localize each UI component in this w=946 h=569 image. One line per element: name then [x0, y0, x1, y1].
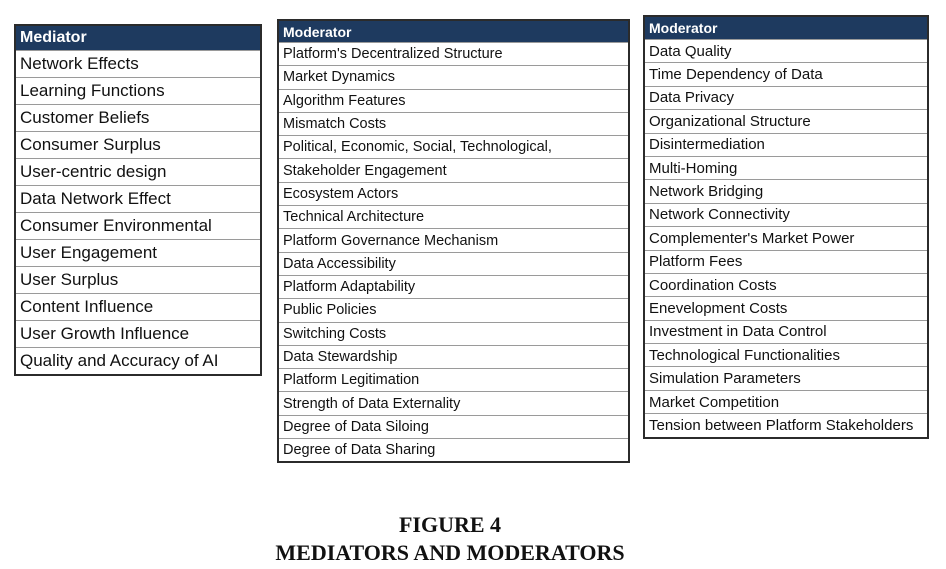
moderator-table-1-row: Ecosystem Actors: [279, 182, 628, 205]
moderator-table-2-row: Time Dependency of Data: [645, 62, 927, 85]
moderator-table-1-row: Platform Legitimation: [279, 368, 628, 391]
mediator-table: [14, 24, 262, 376]
moderator-table-1-row: Market Dynamics: [279, 65, 628, 88]
moderator-table-1-row: Degree of Data Sharing: [279, 438, 628, 461]
figure-title: MEDIATORS AND MODERATORS: [275, 540, 625, 565]
moderator-table-2-row: Network Bridging: [645, 179, 927, 202]
mediator-table-header: Mediator: [16, 26, 260, 50]
mediator-table-row: Consumer Surplus: [16, 131, 260, 158]
mediator-table-row: User-centric design: [16, 158, 260, 185]
moderator-table-1-row: Stakeholder Engagement: [279, 158, 628, 181]
mediator-table-row: User Growth Influence: [16, 320, 260, 347]
mediator-table-row: Quality and Accuracy of AI: [16, 347, 260, 374]
moderator-table-1-row: Switching Costs: [279, 322, 628, 345]
moderator-table-2-row: Multi-Homing: [645, 156, 927, 179]
moderator-table-1-row: Platform Adaptability: [279, 275, 628, 298]
moderator-table-1-row: Data Stewardship: [279, 345, 628, 368]
moderator-table-1-row: Platform's Decentralized Structure: [279, 42, 628, 65]
mediator-table-row: User Engagement: [16, 239, 260, 266]
moderator-table-1-row: Political, Economic, Social, Technological,: [279, 135, 628, 158]
moderator-table-1: [277, 19, 630, 463]
moderator-table-1-row: Strength of Data Externality: [279, 391, 628, 414]
mediator-table-row: Data Network Effect: [16, 185, 260, 212]
moderator-table-2-row: Technological Functionalities: [645, 343, 927, 366]
moderator-table-2-row: Investment in Data Control: [645, 320, 927, 343]
mediator-table-row: Content Influence: [16, 293, 260, 320]
moderator-table-2-row: Coordination Costs: [645, 273, 927, 296]
moderator-table-2-row: Enevelopment Costs: [645, 296, 927, 319]
moderator-table-2-row: Simulation Parameters: [645, 366, 927, 389]
moderator-table-2-row: Data Privacy: [645, 86, 927, 109]
moderator-table-2: [643, 15, 929, 439]
mediator-table-row: Network Effects: [16, 50, 260, 77]
figure-number: FIGURE 4: [398, 512, 502, 537]
moderator-table-2-header: Moderator: [645, 17, 927, 39]
moderator-table-1-row: Technical Architecture: [279, 205, 628, 228]
moderator-table-1-row: Degree of Data Siloing: [279, 415, 628, 438]
mediator-table-row: Customer Beliefs: [16, 104, 260, 131]
mediator-table-row: Consumer Environmental: [16, 212, 260, 239]
moderator-table-2-row: Tension between Platform Stakeholders: [645, 413, 927, 436]
moderator-table-1-row: Algorithm Features: [279, 89, 628, 112]
moderator-table-2-row: Market Competition: [645, 390, 927, 413]
moderator-table-2-row: Organizational Structure: [645, 109, 927, 132]
moderator-table-1-row: Public Policies: [279, 298, 628, 321]
moderator-table-2-row: Disintermediation: [645, 133, 927, 156]
moderator-table-2-row: Platform Fees: [645, 250, 927, 273]
moderator-table-2-row: Data Quality: [645, 39, 927, 62]
moderator-table-1-row: Mismatch Costs: [279, 112, 628, 135]
moderator-table-1-header: Moderator: [279, 21, 628, 42]
moderator-table-1-row: Data Accessibility: [279, 252, 628, 275]
moderator-table-2-row: Complementer's Market Power: [645, 226, 927, 249]
moderator-table-2-row: Network Connectivity: [645, 203, 927, 226]
moderator-table-1-row: Platform Governance Mechanism: [279, 228, 628, 251]
mediator-table-row: User Surplus: [16, 266, 260, 293]
mediator-table-row: Learning Functions: [16, 77, 260, 104]
